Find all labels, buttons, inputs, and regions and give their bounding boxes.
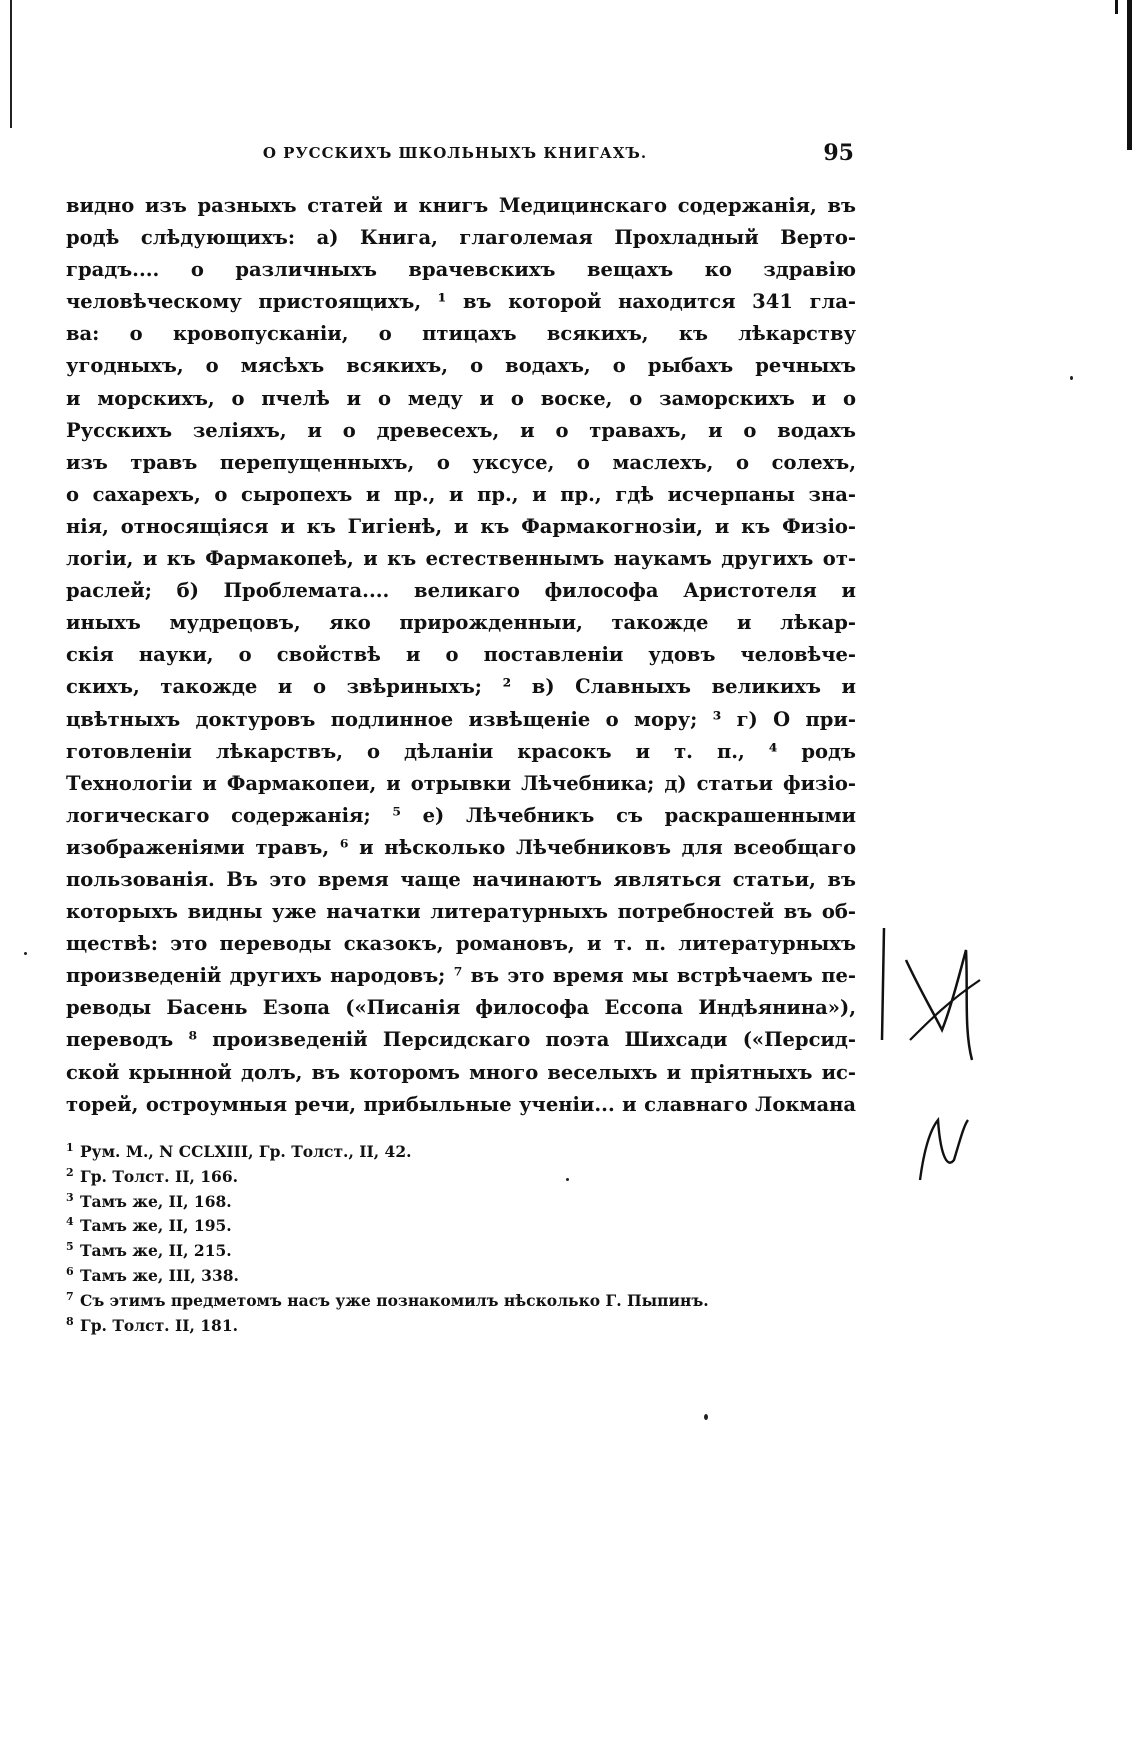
text-line: ва: о кровопусканіи, о птицахъ всякихъ, къ лѣкарству <box>66 322 856 346</box>
footnote-number: 3 <box>66 1190 74 1204</box>
footnote-text: Гр. Толст. II, 166. <box>80 1166 239 1186</box>
footnote-number: 5 <box>66 1240 74 1254</box>
footnote-text: Тамъ же, II, 168. <box>80 1191 232 1211</box>
text-line: родѣ слѣдующихъ: а) Книга, глаголемая Прохладный Верто- <box>66 226 856 250</box>
text-line: о сахарехъ, о сыропехъ и пр., и пр., и пр., гдѣ исчерпаны зна- <box>66 482 856 506</box>
footnote-text: Тамъ же, II, 195. <box>80 1216 232 1236</box>
speck <box>566 1178 569 1181</box>
text-line: угодныхъ, о мясѣхъ всякихъ, о водахъ, о рыбахъ речныхъ <box>66 354 856 378</box>
footnote-text: Тамъ же, III, 338. <box>80 1265 239 1285</box>
text-line: торей, остроумныя речи, прибыльные ученіи... и славнаго Локмана <box>66 1092 856 1116</box>
footnote <box>66 1285 856 1310</box>
scan-edge-tick <box>1115 0 1118 14</box>
footnote-number: 2 <box>66 1165 74 1179</box>
page-number: 95 <box>823 140 854 166</box>
footnote-text: Съ этимъ предметомъ насъ уже познакомилъ нѣсколько Г. Пыпинъ. <box>80 1290 709 1310</box>
text-line: ществѣ: это переводы сказокъ, романовъ, и т. п. литературныхъ <box>66 932 856 956</box>
footnote <box>66 1260 856 1285</box>
footnote-number: 7 <box>66 1289 74 1303</box>
text-line: изображеніями травъ, ⁶ и нѣсколько Лѣчебниковъ для всеобщаго <box>66 835 856 859</box>
footnote-text: Гр. Толст. II, 181. <box>80 1315 239 1335</box>
text-line: нія, относящіяся и къ Гигіенѣ, и къ Фармакогнозіи, и къ Физіо- <box>66 514 856 538</box>
text-line: скія науки, о свойствѣ и о поставленіи удовъ человѣче- <box>66 643 856 667</box>
body-text <box>66 190 856 1121</box>
text-line: произведеній другихъ народовъ; ⁷ въ это время мы встрѣчаемъ пе- <box>66 964 856 988</box>
text-line: градъ.... о различныхъ врачевскихъ вещахъ ко здравію <box>66 258 856 282</box>
text-line: логическаго содержанія; ⁵ е) Лѣчебникъ съ раскрашенными <box>66 803 856 827</box>
footnote-number: 1 <box>66 1141 74 1154</box>
text-line: видно изъ разныхъ статей и книгъ Медицинскаго содержанія, въ <box>66 194 856 217</box>
text-line: ской крынной долъ, въ которомъ много веселыхъ и пріятныхъ ис- <box>66 1060 856 1084</box>
footnote-number: 8 <box>66 1314 74 1328</box>
text-line: и морскихъ, о пчелѣ и о меду и о воске, о заморскихъ и о <box>66 386 856 410</box>
text-line: скихъ, такожде и о звѣриныхъ; ² в) Славныхъ великихъ и <box>66 675 856 699</box>
handwritten-margin-mark <box>880 920 1000 1220</box>
text-line: человѣческому пристоящихъ, ¹ въ которой находится 341 гла- <box>66 290 856 314</box>
text-line: готовленіи лѣкарствъ, о дѣланіи красокъ и т. п., ⁴ родъ <box>66 739 856 763</box>
text-line: цвѣтныхъ доктуровъ подлинное извѣщеніе о мору; ³ г) О при- <box>66 707 856 731</box>
footnote <box>66 1210 856 1235</box>
footnote-number: 6 <box>66 1264 74 1278</box>
text-line: пользованія. Въ это время чаще начинаютъ являться статьи, въ <box>66 867 856 891</box>
scan-edge-left <box>10 0 12 128</box>
text-line: которыхъ видны уже начатки литературныхъ потребностей въ об- <box>66 900 856 924</box>
text-line: иныхъ мудрецовъ, яко прирожденныи, такожде и лѣкар- <box>66 611 856 635</box>
scan-edge-right <box>1127 0 1132 150</box>
speck <box>1070 376 1073 380</box>
text-line: реводы Басень Езопа («Писанія философа Ессопа Индѣянина»), <box>66 996 856 1020</box>
text-line: раслей; б) Проблемата.... великаго философа Аристотеля и <box>66 579 856 603</box>
footnote <box>66 1235 856 1260</box>
text-line: изъ травъ перепущенныхъ, о уксусе, о маслехъ, о солехъ, <box>66 450 856 474</box>
footnote-text: Рум. М., N CCLXIII, Гр. Толст., II, 42. <box>80 1142 412 1161</box>
footnote-number: 4 <box>66 1215 74 1229</box>
speck <box>24 952 27 955</box>
text-line: Русскихъ зеліяхъ, и о древесехъ, и о травахъ, и о водахъ <box>66 418 856 442</box>
footnote-text: Тамъ же, II, 215. <box>80 1241 232 1261</box>
text-line: логіи, и къ Фармакопеѣ, и къ естественнымъ наукамъ другихъ от- <box>66 547 856 571</box>
speck <box>704 1414 708 1420</box>
header-title: О РУССКИХЪ ШКОЛЬНЫХЪ КНИГАХЪ. <box>262 144 648 162</box>
footnote <box>66 1310 856 1335</box>
text-line: переводъ ⁸ произведеній Персидскаго поэта Шихсади («Персид- <box>66 1028 856 1052</box>
footnote <box>66 1186 856 1211</box>
text-line: Технологіи и Фармакопеи, и отрывки Лѣчебника; д) статьи физіо- <box>66 771 856 795</box>
running-header <box>60 140 854 174</box>
footnote <box>66 1161 856 1186</box>
footnotes <box>66 1136 856 1334</box>
footnote <box>66 1136 856 1161</box>
